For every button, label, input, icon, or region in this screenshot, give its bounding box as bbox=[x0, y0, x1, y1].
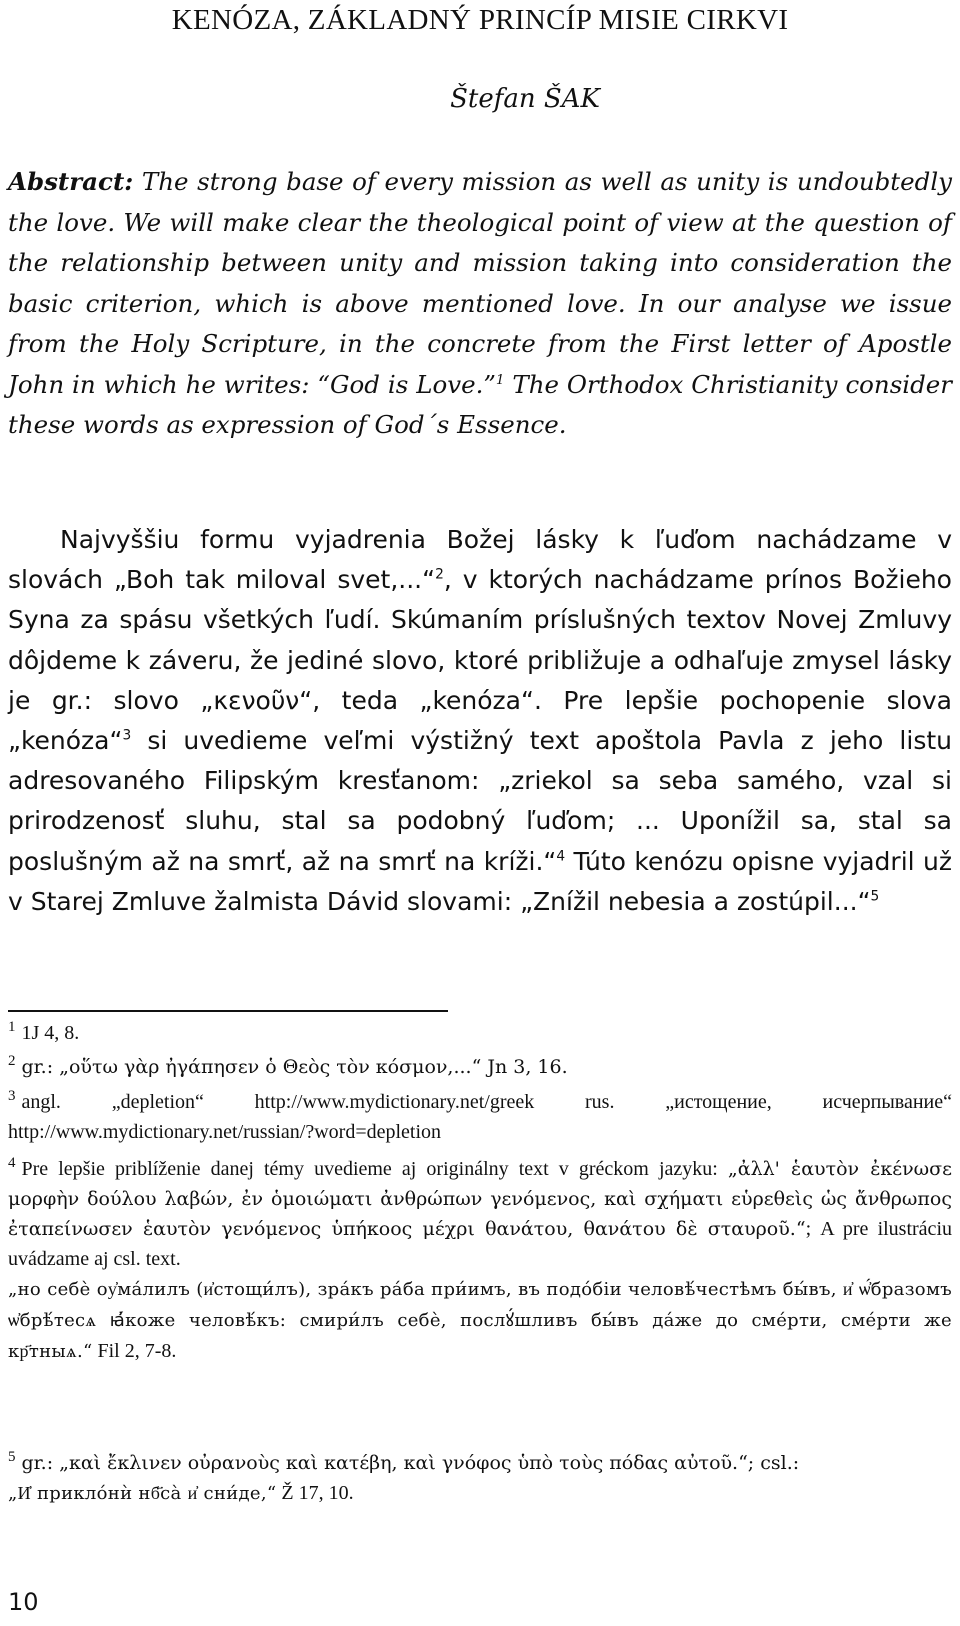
footnote-2 bbox=[8, 1052, 952, 1082]
footnote-1 bbox=[8, 1018, 952, 1048]
footnote-number: 4 bbox=[8, 1155, 16, 1172]
footnote-text: 1J 4, 8. bbox=[21, 1022, 80, 1044]
page-number: 10 bbox=[8, 1588, 39, 1616]
footnote-church-slavonic-text: „И҆ прикло́нѝ нб҃са̀ и҆ сни́де,“ bbox=[8, 1483, 277, 1504]
footnote-separator bbox=[8, 1010, 448, 1012]
paper-title: KENÓZA, ZÁKLADNÝ PRINCÍP MISIE CIRKVI bbox=[171, 4, 789, 36]
footnote-3 bbox=[8, 1087, 952, 1147]
footnote-number: 3 bbox=[8, 1088, 16, 1105]
body-text-3: si uvedieme veľmi výstižný text apoštola Pavla z jeho listu adresovaného Filipským kresťanom: „zriekol sa seba samého, vzal si prirodzenosť sluhu, stal sa podobný ľuďom; ... Uponížil sa, stal sa poslušným až na smrť, až na smrť na kríži.“ bbox=[8, 726, 952, 876]
document-page bbox=[8, 0, 952, 1626]
footnote-ref-4[interactable]: 4 bbox=[556, 848, 566, 865]
footnote-text: Pre lepšie priblíženie danej témy uvedieme aj originálny text v gréckom jazyku: bbox=[21, 1158, 718, 1180]
abstract-text-1: The strong base of every mission as well as unity is undoubtedly the love. We will make clear the theological point of view at the question of the relationship between unity and mission taking into consideration the basic criterion, which is above mentioned love. In our analyse we issue from the Holy Scripture, in the concrete from the First letter of Apostle John in which he writes: “God is Love.” bbox=[8, 167, 952, 399]
footnote-text-cont: ; A pre ilustráciu uvádzame aj csl. text. bbox=[8, 1218, 952, 1270]
abstract-label: Abstract: bbox=[8, 167, 134, 196]
abstract-text-2: The Orthodox Christianity consider these words as expression of God´s Essence. bbox=[8, 369, 952, 439]
footnote-text: gr.: „καὶ ἔκλινεν οὐρανοὺς καὶ κατέβη, καὶ γνόφος ὑπὸ τοὺς πόδας αὐτοῦ.“; csl.: bbox=[21, 1452, 800, 1474]
body-text-4: Túto kenózu opisne vyjadril už v Starej Zmluve žalmista Dávid slovami: „Znížil nebesia a zostúpil...“ bbox=[8, 846, 953, 916]
footnote-ref-3[interactable]: 3 bbox=[122, 727, 132, 744]
footnote-text: angl. „depletion“ http://www.mydictionary.net/greek rus. „истощение, исчерпывание“ http://www.mydictionary.net/russian/?word=depletion bbox=[8, 1091, 952, 1143]
footnote-citation: Ž 17, 10. bbox=[276, 1482, 354, 1504]
footnote-number: 1 bbox=[8, 1019, 16, 1036]
body-text-1: Najvyššiu formu vyjadrenia Božej lásky k ľuďom nachádzame v slovách „Boh tak miloval svet,...“ bbox=[8, 525, 952, 595]
footnote-ref-5[interactable]: 5 bbox=[870, 888, 880, 905]
footnote-4 bbox=[8, 1154, 952, 1367]
footnote-number: 2 bbox=[8, 1053, 16, 1070]
body-text-2: , v ktorých nachádzame prínos Božieho Syna za spásu všetkých ľudí. Skúmaním príslušných textov Novej Zmluvy dôjdeme k záveru, že jediné slovo, ktoré približuje a odhaľuje zmysel lásky je gr.: slovo „κενοῦν“, teda „kenóza“. Pre lepšie pochopenie slova „kenóza“ bbox=[8, 565, 952, 756]
footnote-ref-2[interactable]: 2 bbox=[435, 566, 444, 583]
footnote-number: 5 bbox=[8, 1449, 16, 1466]
author-name: Štefan ŠAK bbox=[450, 84, 600, 114]
footnote-greek-text: „ἀλλ' ἑαυτὸν ἐκένωσε μορφὴν δούλου λαβών, ἐν ὁμοιώματι ἀνθρώπων γενόμενος, καὶ σχήματι εὑρεθεὶς ὡς ἄνθρωπος ἐταπείνωσεν ἑαυτὸν γενόμενος ὑπήκοος μέχρι θανάτου, θανάτου δὲ σταυροῦ.“ bbox=[8, 1158, 952, 1240]
body-paragraph bbox=[8, 520, 952, 922]
abstract-paragraph bbox=[8, 162, 952, 446]
footnote-citation: Fil 2, 7-8. bbox=[92, 1340, 177, 1362]
footnote-ref-1[interactable]: 1 bbox=[495, 371, 505, 388]
footnote-text: gr.: „οὕτω γὰρ ἠγάπησεν ὁ Θεὸς τὸν κόσμον,...“ Jn 3, 16. bbox=[21, 1056, 568, 1078]
footnote-church-slavonic-text: „но себѐ оу҆ма́лилъ (и҆стощи́лъ), зра́къ ра́ба при́имъ, въ подо́біи человѣ́честѣмъ бы́въ, и҆ ѡ҆́бразомъ ѡ҆брѣ́тесѧ ꙗ҆́коже человѣ́къ: смири́лъ себѐ, послꙋ́шливъ бы́въ да́же до сме́рти, сме́рти же кр҃тныѧ.“ bbox=[8, 1279, 952, 1362]
footnote-5 bbox=[8, 1448, 952, 1509]
